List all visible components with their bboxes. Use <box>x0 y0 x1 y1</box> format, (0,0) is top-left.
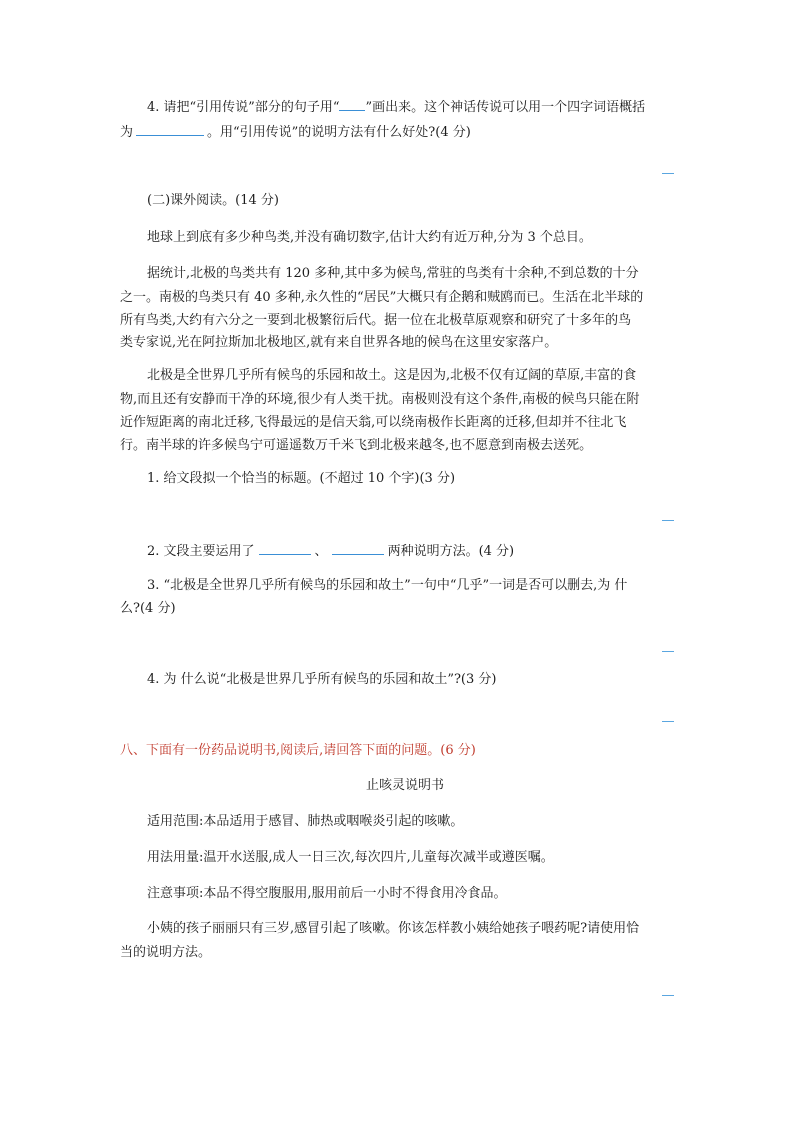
question-3-line-2: 么?(4 分) <box>120 601 176 616</box>
dosage-text: 用法用量:温开水送服,成人一日三次,每次四片,儿童每次减半或遵医嘱。 <box>147 850 554 865</box>
paragraph-2-line: 类专家说,光在阿拉斯加北极地区,就有来自世界各地的候鸟在这里安家落户。 <box>120 335 558 350</box>
question-2: 2. 文段主要运用了 、 两种说明方法。(4 分) <box>147 544 515 559</box>
question-line-1: 小姨的孩子丽丽只有三岁,感冒引起了咳嗽。你该怎样教小姨给她孩子喂药呢?请使用恰 <box>147 921 640 936</box>
answer-line-mark[interactable] <box>662 995 674 996</box>
answer-blank[interactable] <box>332 542 384 555</box>
paragraph-3-line: 近作短距离的南北迁移,飞得最远的是信天翁,可以绕南极作长距离的迁移,但却并不往北飞 <box>120 415 627 430</box>
notice-text: 注意事项:本品不得空腹服用,服用前后一小时不得食用冷食品。 <box>147 886 507 901</box>
document-title: 止咳灵说明书 <box>366 778 445 793</box>
paragraph-3-line: 北极是全世界几乎所有候鸟的乐园和故土。这是因为,北极不仅有辽阔的草原,丰富的食 <box>147 368 637 383</box>
paragraph-1: 地球上到底有多少种鸟类,并没有确切数字,估计大约有近万种,分为 3 个总目。 <box>147 230 592 245</box>
answer-blank[interactable] <box>339 98 365 111</box>
scope-text: 适用范围:本品适用于感冒、肺热或咽喉炎引起的咳嗽。 <box>147 814 464 829</box>
answer-blank[interactable] <box>136 123 204 136</box>
question-3-line-1: 3. “北极是全世界几乎所有候鸟的乐园和故土”一句中“几乎”一词是否可以删去,为 什 <box>147 578 628 593</box>
paragraph-2-line: 据统计,北极的鸟类共有 120 多种,其中多为候鸟,常驻的鸟类有十余种,不到总数的十分 <box>147 266 639 281</box>
paragraph-2-line: 所有鸟类,大约有六分之一要到北极繁衍后代。据一位在北极草原观察和研究了十多年的鸟 <box>120 313 632 328</box>
paragraph-3-line: 行。南半球的许多候鸟宁可遥遥数万千米飞到北极来越冬,也不愿意到南极去送死。 <box>120 438 593 453</box>
paragraph-3-line: 物,而且还有安静而干净的环境,很少有人类干扰。南极则没有这个条件,南极的候鸟只能在附 <box>120 392 640 407</box>
question-4: 4. 为 什么说“北极是世界几乎所有候鸟的乐园和故土”?(3 分) <box>147 672 497 687</box>
question-4-line-2: 为 。用“引用传说”的说明方法有什么好处?(4 分) <box>120 125 471 140</box>
question-4-line-1: 4. 请把“引用传说”部分的句子用“ ”画出来。这个神话传说可以用一个四字词语概括 <box>147 100 646 115</box>
answer-line-mark[interactable] <box>662 520 674 521</box>
section-8-heading: 八、下面有一份药品说明书,阅读后,请回答下面的问题。(6 分) <box>120 743 476 758</box>
answer-line-mark[interactable] <box>662 721 674 722</box>
question-line-2: 当的说明方法。 <box>120 945 212 960</box>
section-title: (二)课外阅读。(14 分) <box>147 193 279 208</box>
answer-blank[interactable] <box>259 542 311 555</box>
answer-line-mark[interactable] <box>662 651 674 652</box>
paragraph-2-line: 之一。南极的鸟类只有 40 多种,永久性的“居民”大概只有企鹅和贼鸥而已。生活在北半球的 <box>120 290 644 305</box>
answer-line-mark[interactable] <box>662 173 674 174</box>
question-1: 1. 给文段拟一个恰当的标题。(不超过 10 个字)(3 分) <box>147 471 456 486</box>
